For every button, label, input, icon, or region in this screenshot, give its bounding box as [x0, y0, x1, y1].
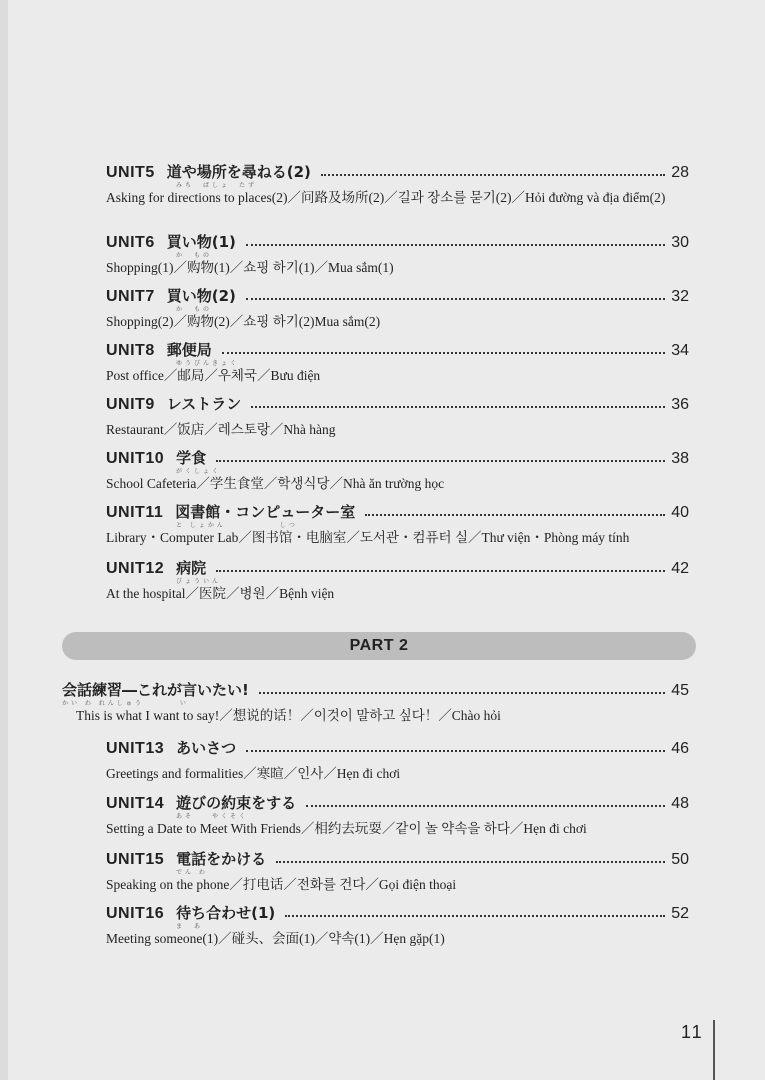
unit-label: UNIT10 [106, 450, 165, 467]
leader-dots [246, 298, 665, 300]
toc-entry-section[interactable] [62, 674, 689, 725]
page-ref: 40 [671, 504, 689, 521]
page-ref: 30 [671, 234, 689, 251]
unit-title: 学食 [176, 449, 207, 467]
toc-entry-unit9[interactable] [106, 388, 689, 439]
unit-title: 遊びの約束をする [176, 794, 297, 812]
page-ref: 45 [671, 682, 689, 699]
furigana: みち ばしょ たず [176, 182, 258, 189]
furigana: と しょかん しつ [176, 522, 298, 529]
unit-label: UNIT7 [106, 288, 155, 305]
furigana: ゆうびんきょく [176, 360, 240, 367]
furigana: あそ やくそく [176, 813, 249, 820]
leader-dots [222, 352, 665, 354]
furigana: か もの [176, 252, 213, 259]
unit-title: レストラン [166, 395, 242, 413]
page-ref: 36 [671, 396, 689, 413]
unit-title: 図書館・コンピューター室 [175, 503, 356, 521]
unit-title: 道や場所を尋ねる(2) [166, 163, 311, 181]
unit-description: Restaurant／饭店／레스토랑／Nhà hàng [106, 422, 336, 437]
toc-entry-unit5[interactable] [106, 156, 689, 207]
unit-label: UNIT12 [106, 560, 165, 577]
toc-entry-unit16[interactable] [106, 897, 689, 948]
page-ref: 28 [671, 164, 689, 181]
unit-title: 待ち合わせ(1) [176, 904, 276, 922]
section-title: 会話練習―これが言いたい! [62, 681, 249, 699]
leader-dots [246, 244, 665, 246]
page-ref: 52 [671, 905, 689, 922]
leader-dots [259, 692, 665, 694]
furigana [176, 414, 689, 421]
unit-label: UNIT13 [106, 740, 165, 757]
page-ref: 38 [671, 450, 689, 467]
toc-entry-unit13[interactable] [106, 732, 689, 783]
leader-dots [216, 460, 665, 462]
unit-description: Library・Computer Lab／图书馆・电脑室／도서관・컴퓨터 실／Thư viện・Phòng máy tính [106, 530, 630, 545]
leader-dots [251, 406, 665, 408]
unit-description: Speaking on the phone／打电话／전화를 건다／Gọi điện thoại [106, 877, 457, 892]
furigana: でん わ [176, 869, 208, 876]
unit-label: UNIT6 [106, 234, 155, 251]
unit-title: 電話をかける [176, 850, 267, 868]
unit-label: UNIT8 [106, 342, 155, 359]
leader-dots [306, 805, 665, 807]
toc-entry-unit8[interactable] [106, 334, 689, 385]
furigana: びょういん [176, 578, 222, 585]
furigana: ま あ [176, 923, 204, 930]
furigana: か もの [176, 306, 213, 313]
page-ref: 50 [671, 851, 689, 868]
leader-dots [216, 570, 665, 572]
page-ref: 48 [671, 795, 689, 812]
toc-entry-unit7[interactable] [106, 280, 689, 331]
unit-label: UNIT16 [106, 905, 165, 922]
toc-entry-unit6[interactable] [106, 226, 689, 277]
leader-dots [246, 750, 665, 752]
unit-description: Meeting someone(1)／碰头、会面(1)／약속(1)／Hẹn gặp(1) [106, 931, 445, 946]
unit-title: 買い物(2) [166, 287, 236, 305]
toc-entry-unit11[interactable] [106, 496, 689, 547]
unit-title: 買い物(1) [166, 233, 236, 251]
leader-dots [365, 514, 665, 516]
toc-entry-unit12[interactable] [106, 552, 689, 603]
furigana [176, 758, 689, 765]
page-edge-line [713, 1020, 715, 1080]
unit-description: Shopping(2)／购物(2)／쇼핑 하기(2)Mua sắm(2) [106, 314, 381, 329]
unit-description: School Cafeteria／学生食堂／학생식당／Nhà ăn trường học [106, 476, 445, 491]
part2-label: PART 2 [349, 637, 409, 654]
page-ref: 46 [671, 740, 689, 757]
leader-dots [321, 174, 665, 176]
page-ref: 42 [671, 560, 689, 577]
section-description: This is what I want to say!／想说的话！／이것이 말하고 싶다！／Chào hỏi [76, 708, 501, 723]
unit-label: UNIT9 [106, 396, 155, 413]
unit-description: Asking for directions to places(2)／问路及场所(2)／길과 장소를 묻기(2)／Hỏi đường và địa điểm(2) [106, 190, 666, 205]
part2-banner [62, 632, 696, 660]
unit-label: UNIT11 [106, 504, 164, 521]
toc-entry-unit10[interactable] [106, 442, 689, 493]
furigana: かい わ れんしゅう い [62, 700, 189, 707]
unit-description: At the hospital／医院／병원／Bệnh viện [106, 586, 335, 601]
unit-title: あいさつ [176, 739, 237, 757]
furigana: がくしょく [176, 468, 222, 475]
unit-title: 郵便局 [166, 341, 212, 359]
page-ref: 34 [671, 342, 689, 359]
unit-label: UNIT15 [106, 851, 165, 868]
leader-dots [276, 861, 665, 863]
page-ref: 32 [671, 288, 689, 305]
unit-description: Post office／邮局／우체국／Bưu điện [106, 368, 321, 383]
unit-title: 病院 [176, 559, 207, 577]
unit-description: Setting a Date to Meet With Friends／相约去玩耍／같이 놀 약속을 하다／Hẹn đi chơi [106, 821, 587, 836]
unit-description: Greetings and formalities／寒暄／인사／Hẹn đi chơi [106, 766, 401, 781]
unit-label: UNIT14 [106, 795, 165, 812]
page-number: 11 [681, 1022, 704, 1042]
leader-dots [285, 915, 665, 917]
unit-description: Shopping(1)／购物(1)／쇼핑 하기(1)／Mua sắm(1) [106, 260, 394, 275]
unit-label: UNIT5 [106, 164, 155, 181]
toc-entry-unit14[interactable] [106, 787, 689, 838]
toc-entry-unit15[interactable] [106, 843, 689, 894]
